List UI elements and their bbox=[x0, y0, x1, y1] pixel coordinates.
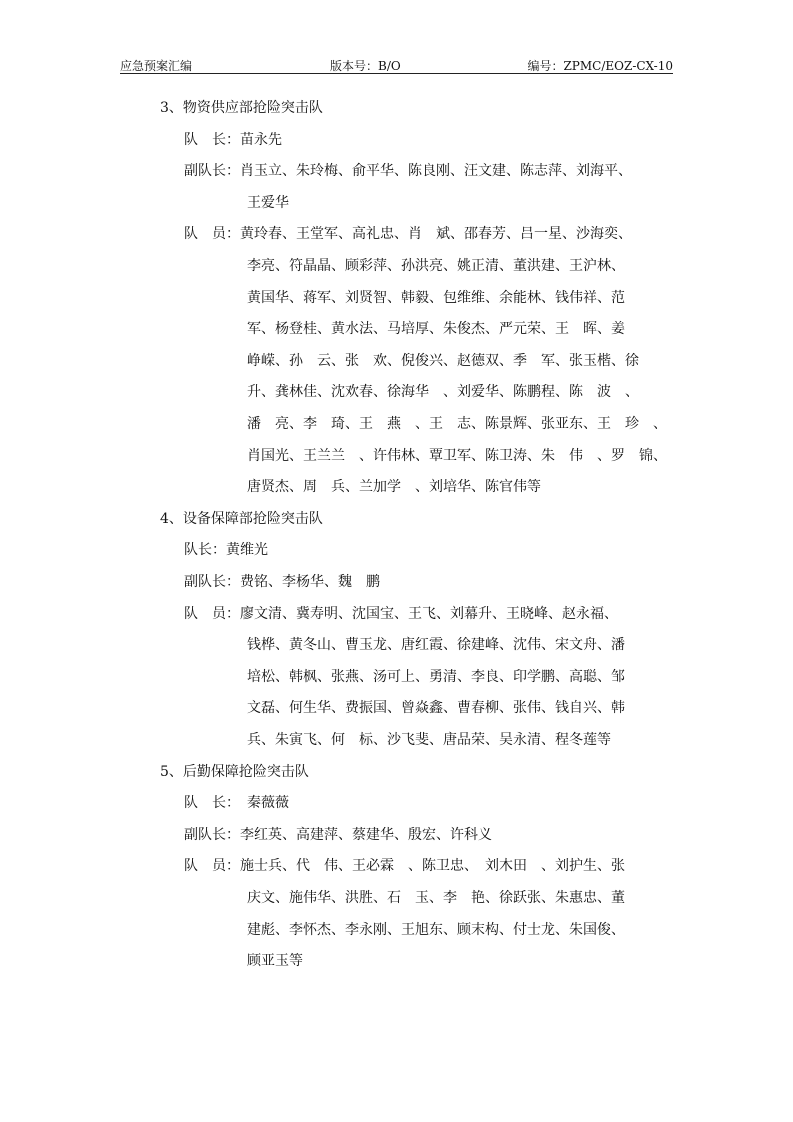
page-header bbox=[120, 57, 673, 74]
roster-entry-continuation: 军、杨登桂、黄水法、马培厚、朱俊杰、严元荣、王 晖、姜 bbox=[247, 321, 625, 337]
roster-entry: 队 长： 秦薇薇 bbox=[184, 795, 289, 811]
roster-entry-continuation: 建彪、李怀杰、李永刚、王旭东、顾末构、付士龙、朱国俊、 bbox=[247, 922, 625, 938]
roster-entry-continuation: 顾亚玉等 bbox=[247, 953, 303, 969]
roster-entry-continuation: 钱桦、黄冬山、曹玉龙、唐红霞、徐建峰、沈伟、宋文舟、潘 bbox=[247, 637, 625, 653]
header-version: 版本号：B/O bbox=[330, 59, 401, 73]
roster-entry: 队 员：黄玲春、王堂军、高礼忠、肖 斌、邵春芳、吕一星、沙海奕、 bbox=[184, 226, 632, 242]
section-heading: 5、后勤保障抢险突击队 bbox=[160, 764, 309, 780]
roster-entry-continuation: 李亮、符晶晶、顾彩萍、孙洪亮、姚正清、董洪建、王沪林、 bbox=[247, 258, 625, 274]
roster-entry: 副队长：费铭、李杨华、魏 鹏 bbox=[184, 574, 380, 590]
roster-entry: 副队长：李红英、高建萍、蔡建华、殷宏、许科义 bbox=[184, 827, 492, 843]
roster-entry: 队 员：廖文清、冀寿明、沈国宝、王飞、刘幕升、王晓峰、赵永福、 bbox=[184, 606, 618, 622]
roster-entry: 副队长：肖玉立、朱玲梅、俞平华、陈良刚、汪文建、陈志萍、刘海平、 bbox=[184, 163, 632, 179]
roster-entry: 队 员：施士兵、代 伟、王必霖 、陈卫忠、 刘木田 、刘护生、张 bbox=[184, 858, 625, 874]
roster-entry-continuation: 王爱华 bbox=[247, 195, 289, 211]
roster-entry-continuation: 肖国光、王兰兰 、许伟林、覃卫军、陈卫涛、朱 伟 、罗 锦、 bbox=[247, 448, 667, 464]
roster-entry-continuation: 升、龚林佳、沈欢春、徐海华 、刘爱华、陈鹏程、陈 波 、 bbox=[247, 384, 639, 400]
section-heading: 3、物资供应部抢险突击队 bbox=[160, 100, 323, 116]
roster-entry-continuation: 黄国华、蒋军、刘贤智、韩毅、包维维、余能林、钱伟祥、范 bbox=[247, 290, 625, 306]
roster-entry-continuation: 庆文、施伟华、洪胜、石 玉、李 艳、徐跃张、朱惠忠、董 bbox=[247, 890, 625, 906]
roster-entry-continuation: 兵、朱寅飞、何 标、沙飞斐、唐品荣、吴永清、程冬莲等 bbox=[247, 732, 611, 748]
header-document-title: 应急预案汇编 bbox=[120, 59, 193, 73]
roster-entry-continuation: 峥嵘、孙 云、张 欢、倪俊兴、赵德双、季 军、张玉楷、徐 bbox=[247, 353, 639, 369]
roster-entry: 队长：黄维光 bbox=[184, 542, 268, 558]
section-heading: 4、设备保障部抢险突击队 bbox=[160, 511, 323, 527]
roster-entry-continuation: 文磊、何生华、费振国、曾焱鑫、曹春柳、张伟、钱自兴、韩 bbox=[247, 700, 625, 716]
roster-entry-continuation: 潘 亮、李 琦、王 燕 、王 志、陈景辉、张亚东、王 珍 、 bbox=[247, 416, 667, 432]
roster-entry-continuation: 唐贤杰、周 兵、兰加学 、刘培华、陈官伟等 bbox=[247, 479, 541, 495]
header-doc-number: 编号：ZPMC/EOZ-CX-10 bbox=[527, 59, 673, 73]
roster-entry: 队 长：苗永先 bbox=[184, 132, 282, 148]
roster-entry-continuation: 培松、韩枫、张燕、汤可上、勇清、李良、印学鹏、高聪、邹 bbox=[247, 669, 625, 685]
